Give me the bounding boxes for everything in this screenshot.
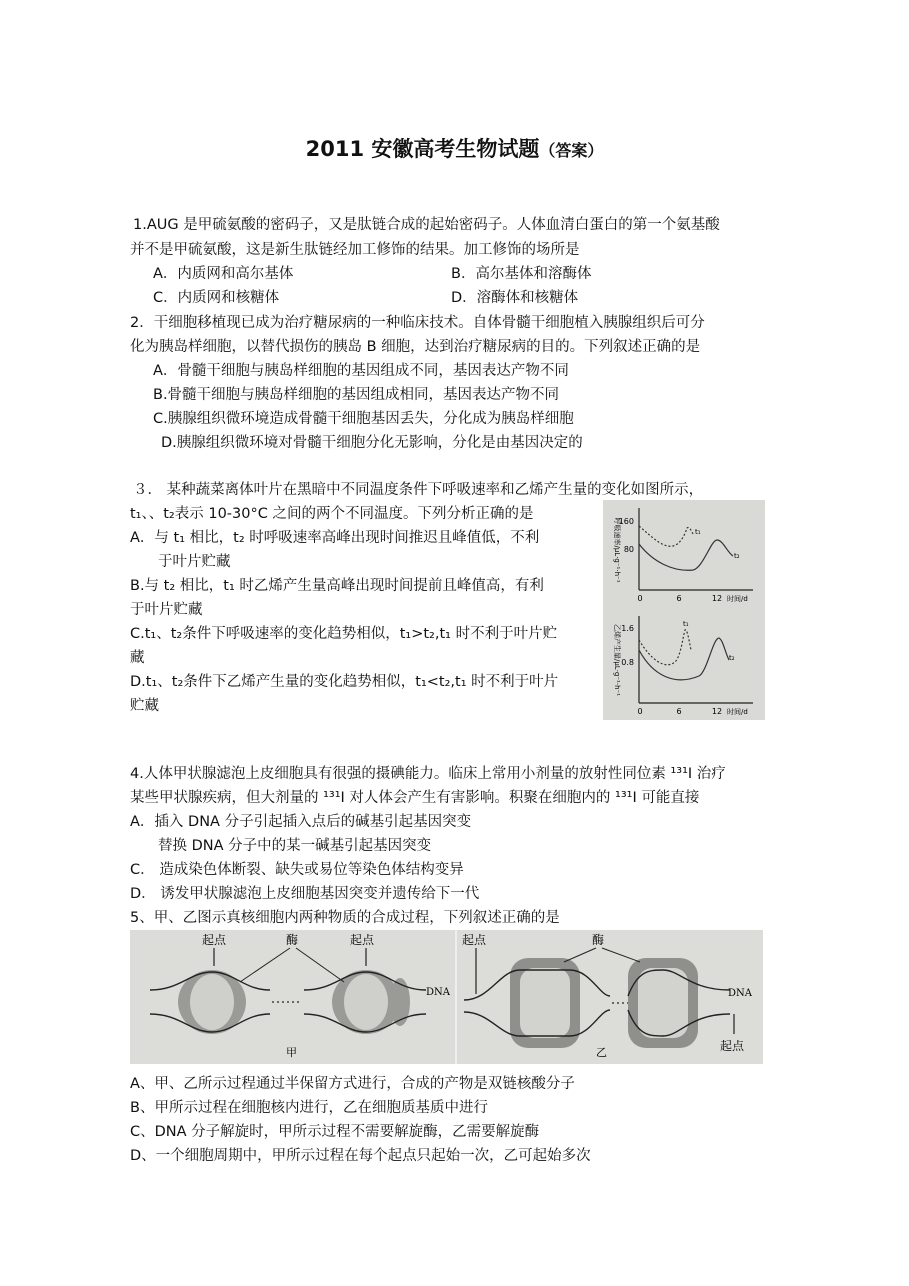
q4-stem-line2: 某些甲状腺疾病，但大剂量的 ¹³¹I 对人体会产生有害影响。积聚在细胞内的 ¹³¹I 可能直接 <box>130 790 700 806</box>
q2-stem-line1: 2．干细胞移植现已成为治疗糖尿病的一种临床技术。自体骨髓干细胞植入胰腺组织后可分 <box>130 315 705 331</box>
q3-top-ylabel: 呼吸速率/μL·g⁻¹·h⁻¹ <box>613 517 621 583</box>
q2-option-d: D.胰腺组织微环境对骨髓干细胞分化无影响，分化是由基因决定的 <box>161 435 583 451</box>
q5-figure <box>130 930 763 1064</box>
q3-bottom-xtick-1: 0 <box>637 707 643 716</box>
page-title <box>0 133 909 163</box>
title-sub: （答案） <box>539 141 604 160</box>
q2-option-c: C.胰腺组织微环境造成骨髓干细胞基因丢失，分化成为胰岛样细胞 <box>153 411 574 427</box>
q3-top-ytick-1: 160 <box>618 517 634 526</box>
q3-top-xtick-3: 12 <box>711 594 723 603</box>
q3-top-xtick-1: 0 <box>637 594 643 603</box>
q5-right-origin: 起点 <box>462 933 487 947</box>
q3-bottom-xtick-3: 12 <box>711 707 723 716</box>
q3-stem-line2: t₁、、t₂表示 10-30°C 之间的两个不同温度。下列分析正确的是 <box>130 506 534 522</box>
q5-right-dna-label: DNA <box>728 988 752 999</box>
q5-option-c: C、DNA 分子解旋时，甲所示过程不需要解旋酶，乙需要解旋酶 <box>130 1124 540 1140</box>
q3-option-b-line2: 于叶片贮藏 <box>130 602 203 618</box>
q3-option-c-line1: C.t₁、t₂条件下呼吸速率的变化趋势相似，t₁>t₂,t₁ 时不利于叶片贮 <box>130 626 558 642</box>
q3-option-b-line1: B.与 t₂ 相比，t₁ 时乙烯产生量高峰出现时间提前且峰值高，有利 <box>130 578 544 594</box>
q3-top-series-t1: t₁ <box>695 528 701 536</box>
q5-right-bubble-1 <box>520 968 570 1038</box>
q3-bottom-ylabel: 乙烯产生量/μL·g⁻¹·h⁻¹ <box>613 623 621 697</box>
q4-option-b: 替换 DNA 分子中的某一碱基引起基因突变 <box>158 838 432 854</box>
q5-stem: 5、甲、乙图示真核细胞内两种物质的合成过程，下列叙述正确的是 <box>130 910 560 926</box>
q5-left-caption: 甲 <box>286 1046 297 1059</box>
q5-left-bubble-1 <box>190 974 234 1030</box>
q4-option-a: A．插入 DNA 分子引起插入点后的碱基引起基因突变 <box>130 814 472 830</box>
q1-stem-line1: 1.AUG 是甲硫氨酸的密码子，又是肽链合成的起始密码子。人体血清白蛋白的第一个氨基酸 <box>133 217 720 233</box>
q3-bottom-ytick-2: 0.8 <box>621 658 634 667</box>
q5-left-enzyme-3 <box>390 978 410 1026</box>
q5-right-enzyme-label: 酶 <box>592 933 605 947</box>
q4-option-d: D． 诱发甲状腺滤泡上皮细胞基因突变并遗传给下一代 <box>130 886 480 902</box>
q5-left-origin-2: 起点 <box>350 933 375 947</box>
q3-bottom-xlabel: 时间/d <box>727 708 748 716</box>
q5-left-origin-1: 起点 <box>202 933 227 947</box>
q3-figure-background <box>603 500 765 720</box>
q5-option-d: D、一个细胞周期中，甲所示过程在每个起点只起始一次，乙可起始多次 <box>130 1148 591 1164</box>
q3-stem-line1: ３． 某种蔬菜离体叶片在黑暗中不同温度条件下呼吸速率和乙烯产生量的变化如图所示， <box>133 482 704 498</box>
q3-top-xlabel: 时间/d <box>727 595 748 603</box>
q4-stem-line1: 4.人体甲状腺滤泡上皮细胞具有很强的摄碘能力。临床上常用小剂量的放射性同位素 ¹³¹I 治疗 <box>130 766 726 782</box>
q3-top-ytick-2: 80 <box>623 545 634 554</box>
q3-option-a-line2: 于叶片贮藏 <box>158 554 231 570</box>
q5-right-origin-bottom: 起点 <box>720 1039 745 1053</box>
q3-option-d-line1: D.t₁、t₂条件下乙烯产生量的变化趋势相似，t₁<t₂,t₁ 时不利于叶片 <box>130 674 559 690</box>
q3-bottom-ytick-1: 1.6 <box>621 624 634 633</box>
title-main: 2011 安徽高考生物试题 <box>305 137 540 161</box>
q2-option-b: B.骨髓干细胞与胰岛样细胞的基因组成相同，基因表达产物不同 <box>153 387 560 403</box>
q5-option-b: B、甲所示过程在细胞核内进行，乙在细胞质基质中进行 <box>130 1100 488 1116</box>
q5-left-dna-label: DNA <box>426 987 450 998</box>
q3-option-c-line2: 藏 <box>130 650 145 666</box>
q3-figure <box>603 500 765 720</box>
q3-top-series-t2: t₂ <box>734 552 740 560</box>
q3-top-xtick-2: 6 <box>676 594 682 603</box>
q1-option-a: A．内质网和高尔基体 <box>153 266 294 282</box>
q1-option-c: C．内质网和核糖体 <box>153 290 280 306</box>
q1-stem-line2: 并不是甲硫氨酸，这是新生肽链经加工修饰的结果。加工修饰的场所是 <box>130 242 580 258</box>
q1-option-b: B．高尔基体和溶酶体 <box>451 266 592 282</box>
q3-bottom-xtick-2: 6 <box>676 707 682 716</box>
q2-option-a: A．骨髓干细胞与胰岛样细胞的基因组成不同，基因表达产物不同 <box>153 363 569 379</box>
q5-left-bubble-2 <box>344 974 388 1030</box>
q1-option-d: D．溶酶体和核糖体 <box>451 290 579 306</box>
q5-left-enzyme-label: 酶 <box>286 933 299 947</box>
q5-right-bubble-2 <box>638 968 688 1038</box>
q3-bottom-series-t1: t₁ <box>683 620 689 628</box>
q2-stem-line2: 化为胰岛样细胞，以替代损伤的胰岛 B 细胞，达到治疗糖尿病的目的。下列叙述正确的是 <box>130 339 701 355</box>
q4-option-c: C． 造成染色体断裂、缺失或易位等染色体结构变异 <box>130 862 464 878</box>
q5-option-a: A、甲、乙所示过程通过半保留方式进行，合成的产物是双链核酸分子 <box>130 1076 575 1092</box>
q5-right-caption: 乙 <box>596 1046 607 1059</box>
q3-option-d-line2: 贮藏 <box>130 698 159 714</box>
q3-option-a-line1: A．与 t₁ 相比，t₂ 时呼吸速率高峰出现时间推迟且峰值低，不利 <box>130 530 540 546</box>
q3-bottom-series-t2: t₂ <box>729 654 735 662</box>
